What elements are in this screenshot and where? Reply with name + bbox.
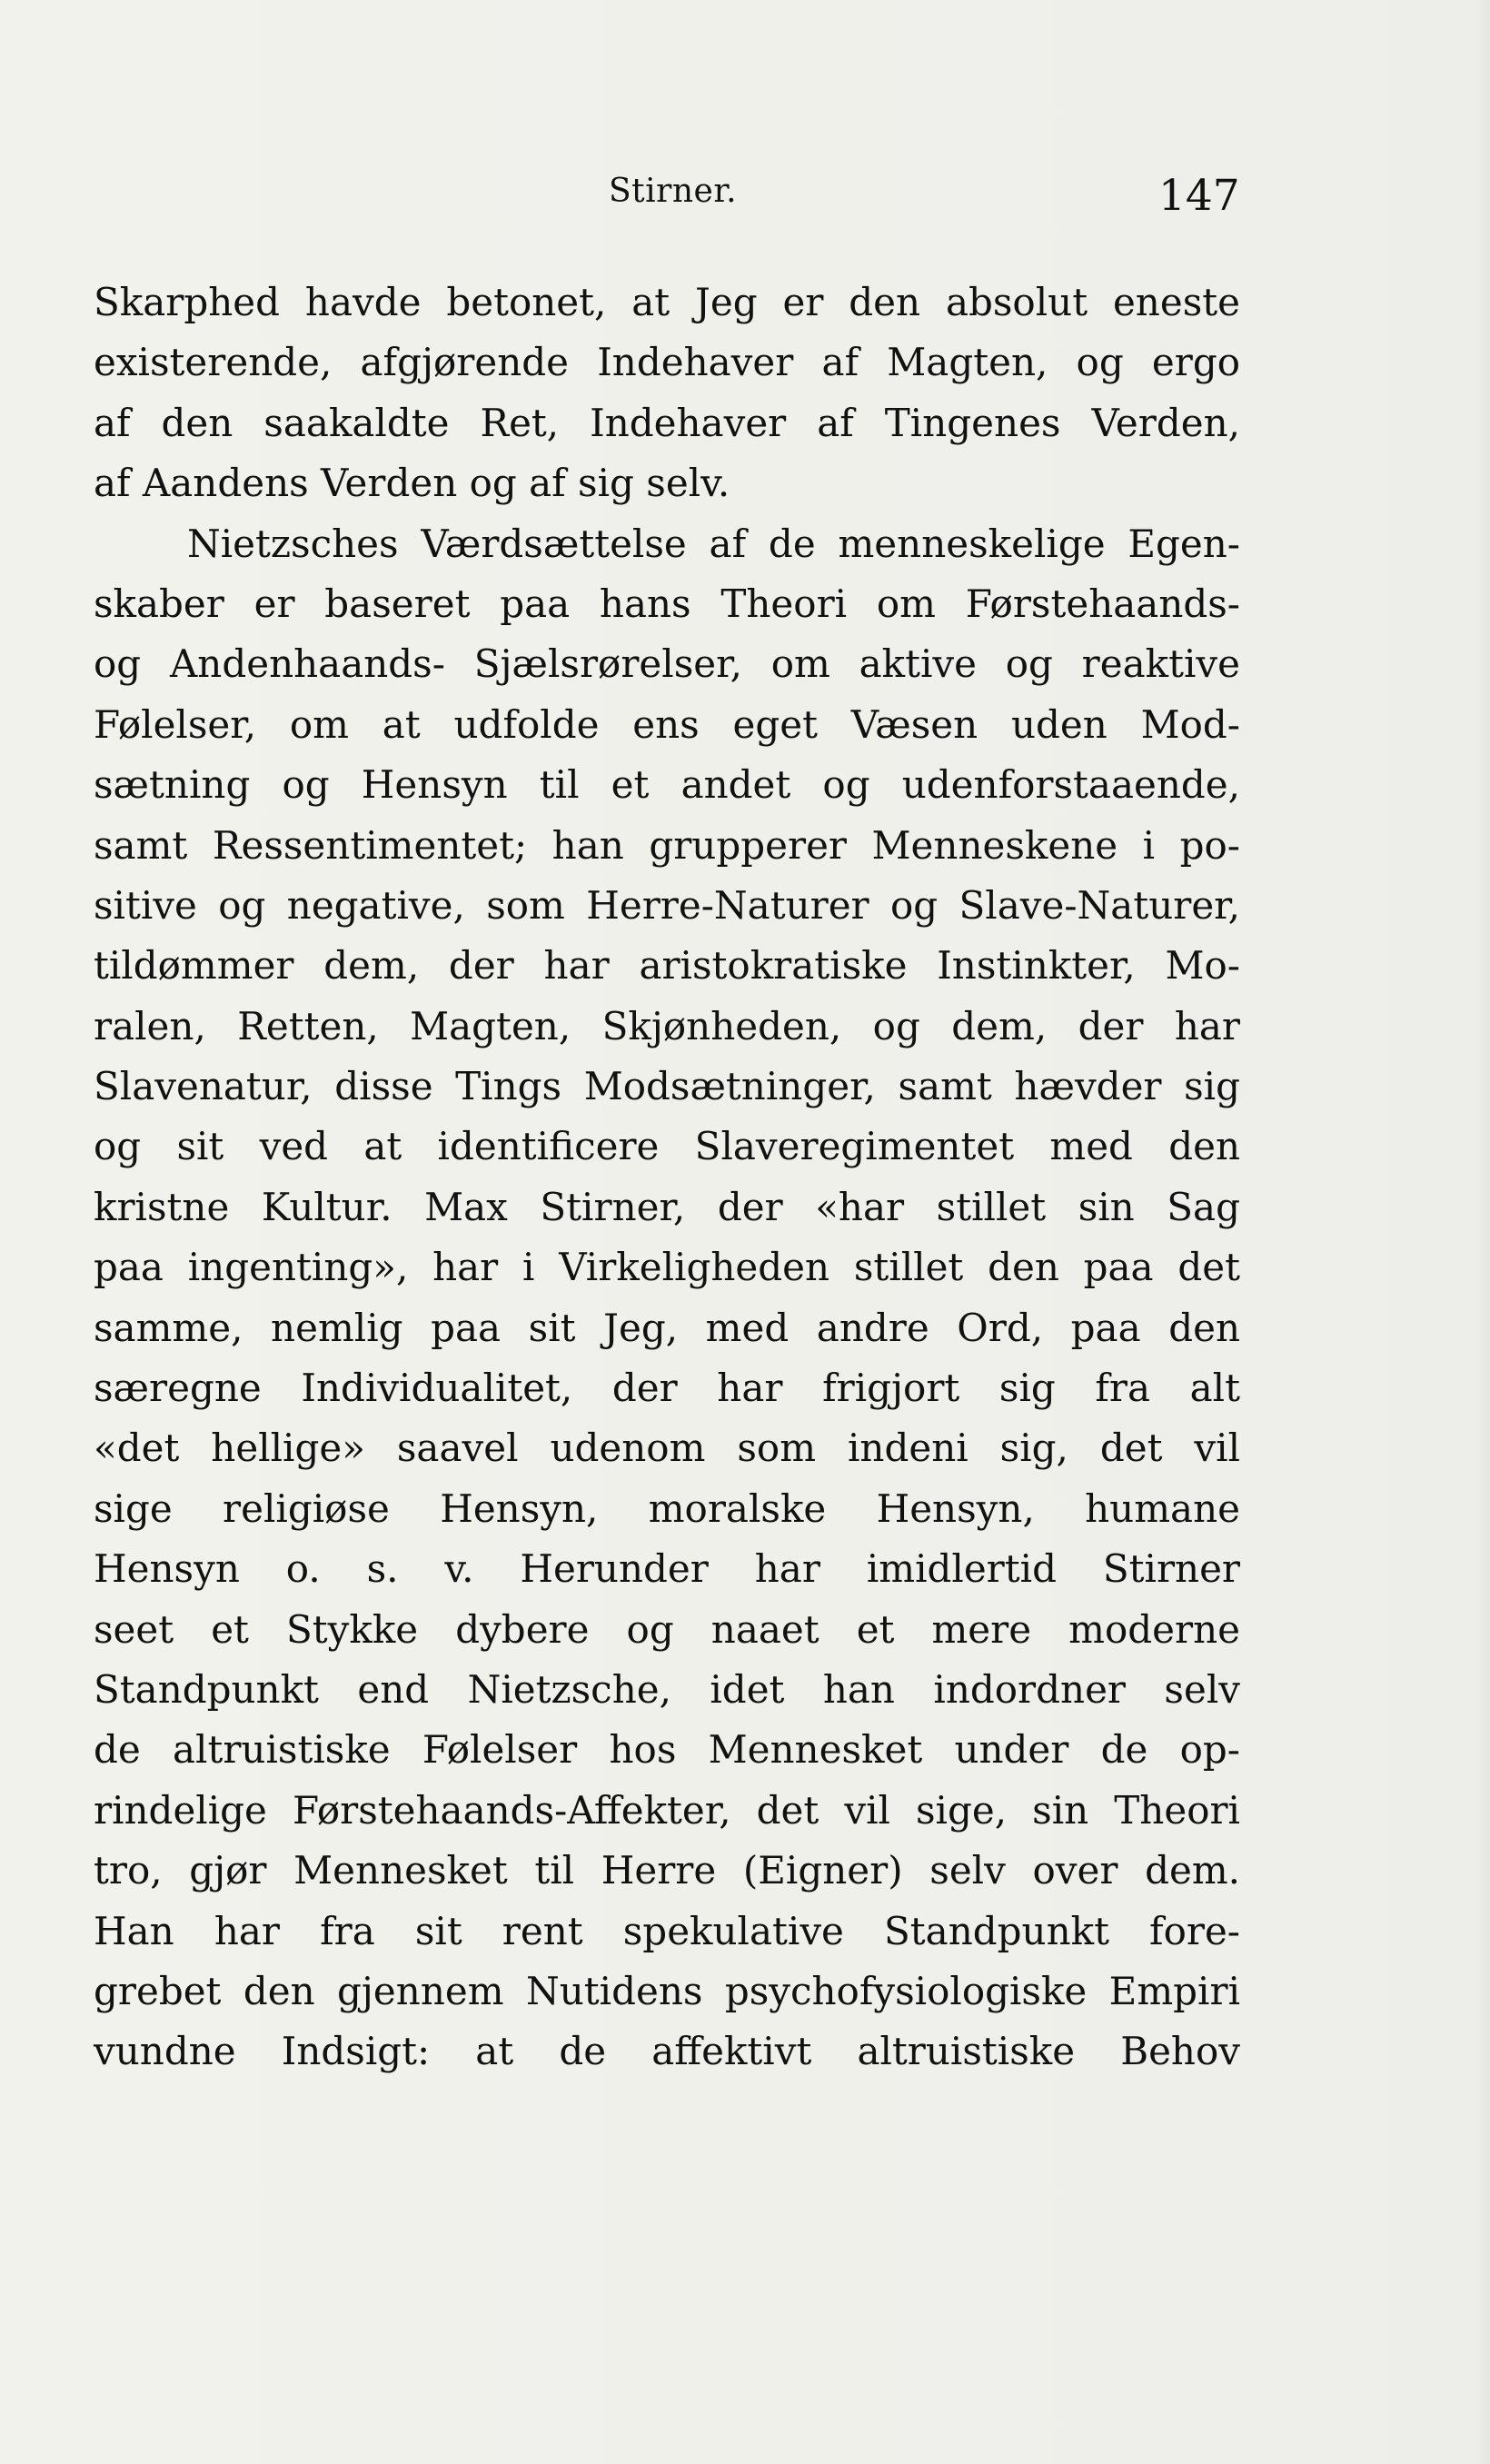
text-line: de altruistiske Følelser hos Mennesket under de op- — [94, 1727, 1240, 1773]
running-head: Stirner. — [609, 173, 738, 210]
body-text — [94, 273, 1240, 2144]
text-line: særegne Individualitet, der har frigjort sig fra alt — [94, 1366, 1240, 1411]
text-line: existerende, afgjørende Indehaver af Magten, og ergo — [94, 340, 1240, 385]
page-number: 147 — [1158, 171, 1240, 221]
text-line: af den saakaldte Ret, Indehaver af Tingenes Verden, — [94, 400, 1240, 445]
text-line: Følelser, om at udfolde ens eget Væsen uden Mod- — [94, 701, 1240, 747]
scan-edge-shadow — [1474, 0, 1490, 2464]
text-line: af Aandens Verden og af sig selv. — [94, 461, 730, 506]
text-line: «det hellige» saavel udenom som indeni sig, det vil — [94, 1426, 1240, 1471]
text-line: ralen, Retten, Magten, Skjønheden, og dem, der har — [94, 1003, 1240, 1048]
text-line: rindelige Førstehaands-Affekter, det vil sige, sin Theori — [94, 1787, 1240, 1833]
text-line: samt Ressentimentet; han grupperer Menneskene i po- — [94, 822, 1240, 868]
text-line: Skarphed havde betonet, at Jeg er den absolut eneste — [94, 280, 1240, 324]
text-line: Han har fra sit rent spekulative Standpunkt fore- — [94, 1908, 1240, 1953]
text-line: tildømmer dem, der har aristokratiske Instinkter, Mo- — [94, 943, 1240, 989]
text-line: seet et Stykke dybere og naaet et mere moderne — [94, 1606, 1240, 1652]
paragraph-first-line: Nietzsches Værdsættelse af de menneskelige Egen- — [187, 521, 1240, 566]
text-line: sætning og Hensyn til et andet og udenforstaaende, — [94, 762, 1240, 808]
text-line: vundne Indsigt: at de affektivt altruistiske Behov — [94, 2029, 1240, 2074]
text-line: kristne Kultur. Max Stirner, der «har stillet sin Sag — [94, 1184, 1240, 1229]
text-line: og Andenhaands- Sjælsrørelser, om aktive og reaktive — [94, 641, 1240, 687]
page-header — [0, 154, 1490, 236]
text-line: Hensyn o. s. v. Herunder har imidlertid Stirner — [94, 1546, 1240, 1592]
text-line: sige religiøse Hensyn, moralske Hensyn, humane — [94, 1485, 1240, 1531]
text-line: Slavenatur, disse Tings Modsætninger, samt hævder sig — [94, 1064, 1240, 1109]
text-line: paa ingenting», har i Virkeligheden stillet den paa det — [94, 1245, 1240, 1290]
text-line: samme, nemlig paa sit Jeg, med andre Ord, paa den — [94, 1305, 1240, 1350]
text-line: skaber er baseret paa hans Theori om Førstehaands- — [94, 581, 1240, 626]
text-line: tro, gjør Mennesket til Herre (Eigner) selv over dem. — [94, 1848, 1240, 1893]
text-line: Standpunkt end Nietzsche, idet han indordner selv — [94, 1666, 1240, 1712]
text-line: grebet den gjennem Nutidens psychofysiologiske Empiri — [94, 1968, 1240, 2013]
text-line: og sit ved at identificere Slaveregimentet med den — [94, 1124, 1240, 1169]
text-line: sitive og negative, som Herre-Naturer og Slave-Naturer, — [94, 882, 1240, 928]
